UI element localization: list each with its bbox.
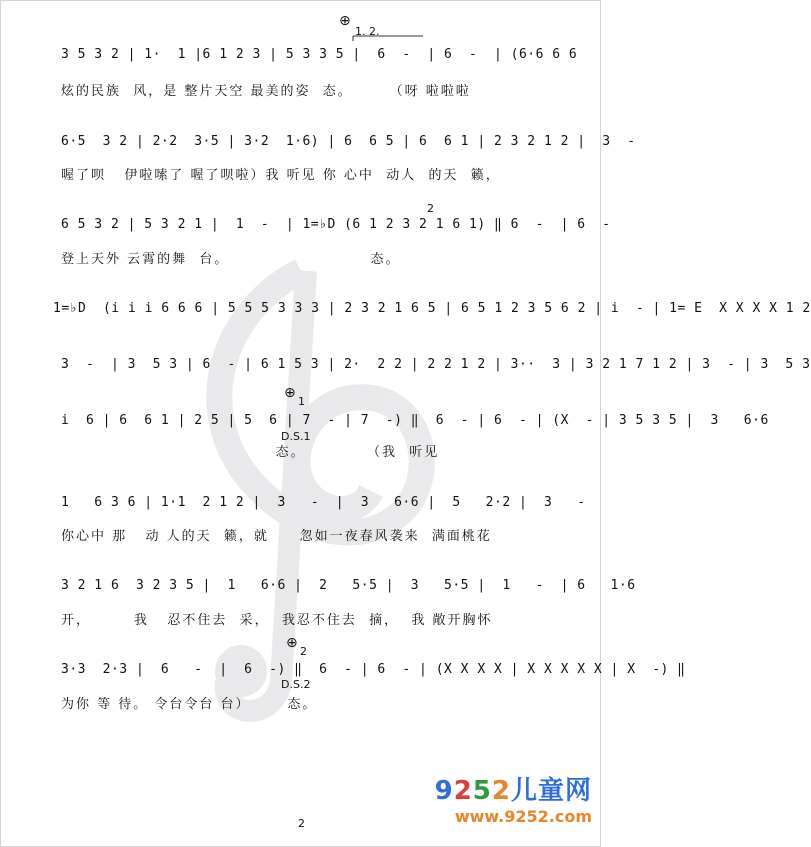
volta-2-label: 2 (427, 202, 434, 215)
volta-1-2-bracket (353, 35, 423, 41)
notation-row-3: 6 5 3 2 | 5 3 2 1 | 1 - | 1=♭D (6 1 2 3 2 1 6 1) ‖ 6 - | 6 - (61, 217, 611, 232)
ds-2-label: D.S.2 (281, 678, 311, 691)
notation-row-8: 3 2 1 6 3 2 3 5 | 1 6·6 | 2 5·5 | 3 5·5 | 1 - | 6 1·6 (61, 578, 636, 593)
ds-1-label: D.S.1 (281, 430, 311, 443)
lyrics-row-1: 炫的民族 风，是 整片天空 最美的姿 态。 （呀 啦啦啦 (61, 84, 471, 99)
lyrics-row-3: 登上天外 云霄的舞 台。 态。 (61, 252, 401, 267)
coda-2-icon: ⊕ (286, 635, 298, 651)
lyrics-row-8: 开， 我 忍不住去 采， 我忍不住去 摘， 我 敞开胸怀 (61, 613, 493, 628)
notation-row-5: 3 - | 3 5 3 | 6 - | 6 1 5 3 | 2· 2 2 | 2 2 1 2 | 3·· 3 | 3 2 1 7 1 2 | 3 - | 3 5 3 (61, 357, 811, 372)
lyrics-row-7: 你心中 那 动 人的天 籁，就 忽如一夜春风袭来 满面桃花 (61, 529, 492, 544)
coda-1-label: 1 (298, 395, 305, 408)
treble-clef-watermark (131, 251, 461, 731)
coda-1-2-icon: ⊕ (339, 13, 351, 29)
lyrics-row-9: 为你 等 待。 令台令台 台） 态。 (61, 697, 318, 712)
notation-row-4: 1=♭D (i i i 6 6 6 | 5 5 5 3 3 3 | 2 3 2 1 6 5 | 6 5 1 2 3 5 6 2 | i - | 1= E X X X X 1 2 (53, 301, 811, 316)
notation-row-1: 3 5 3 2 | 1· 1 |6 1 2 3 | 5 3 3 5 | 6 - | 6 - | (6·6 6 6 (61, 47, 578, 62)
coda-2-label: 2 (300, 645, 307, 658)
notation-row-7: 1 6 3 6 | 1·1 2 1 2 | 3 - | 3 6·6 | 5 2·2 | 3 - (61, 495, 586, 510)
notation-row-6: i 6 | 6 6 1 | 2 5 | 5 6 | 7 - | 7 -) ‖ 6 - | 6 - | (X - | 3 5 3 5 | 3 6·6 (61, 413, 769, 428)
notation-row-9: 3·3 2·3 | 6 - | 6 -) ‖ 6 - | 6 - | (X X X X | X X X X X | X -) ‖ (61, 662, 686, 677)
site-url: www.9252.com (454, 807, 592, 826)
coda-1-icon: ⊕ (284, 385, 296, 401)
volta-1-2-label: 1. 2. (355, 25, 380, 38)
site-logo: 9252儿童网 www.9252.com (434, 776, 592, 826)
page-number: 2 (298, 817, 305, 830)
lyrics-row-2: 喔了呗 伊啦嗦了 喔了呗啦）我 听见 你 心中 动人 的天 籁， (61, 168, 501, 183)
notation-row-2: 6·5 3 2 | 2·2 3·5 | 3·2 1·6) | 6 6 5 | 6 6 1 | 2 3 2 1 2 | 3 - (61, 134, 636, 149)
lyrics-row-6: 态。 （我 听见 (61, 445, 440, 460)
